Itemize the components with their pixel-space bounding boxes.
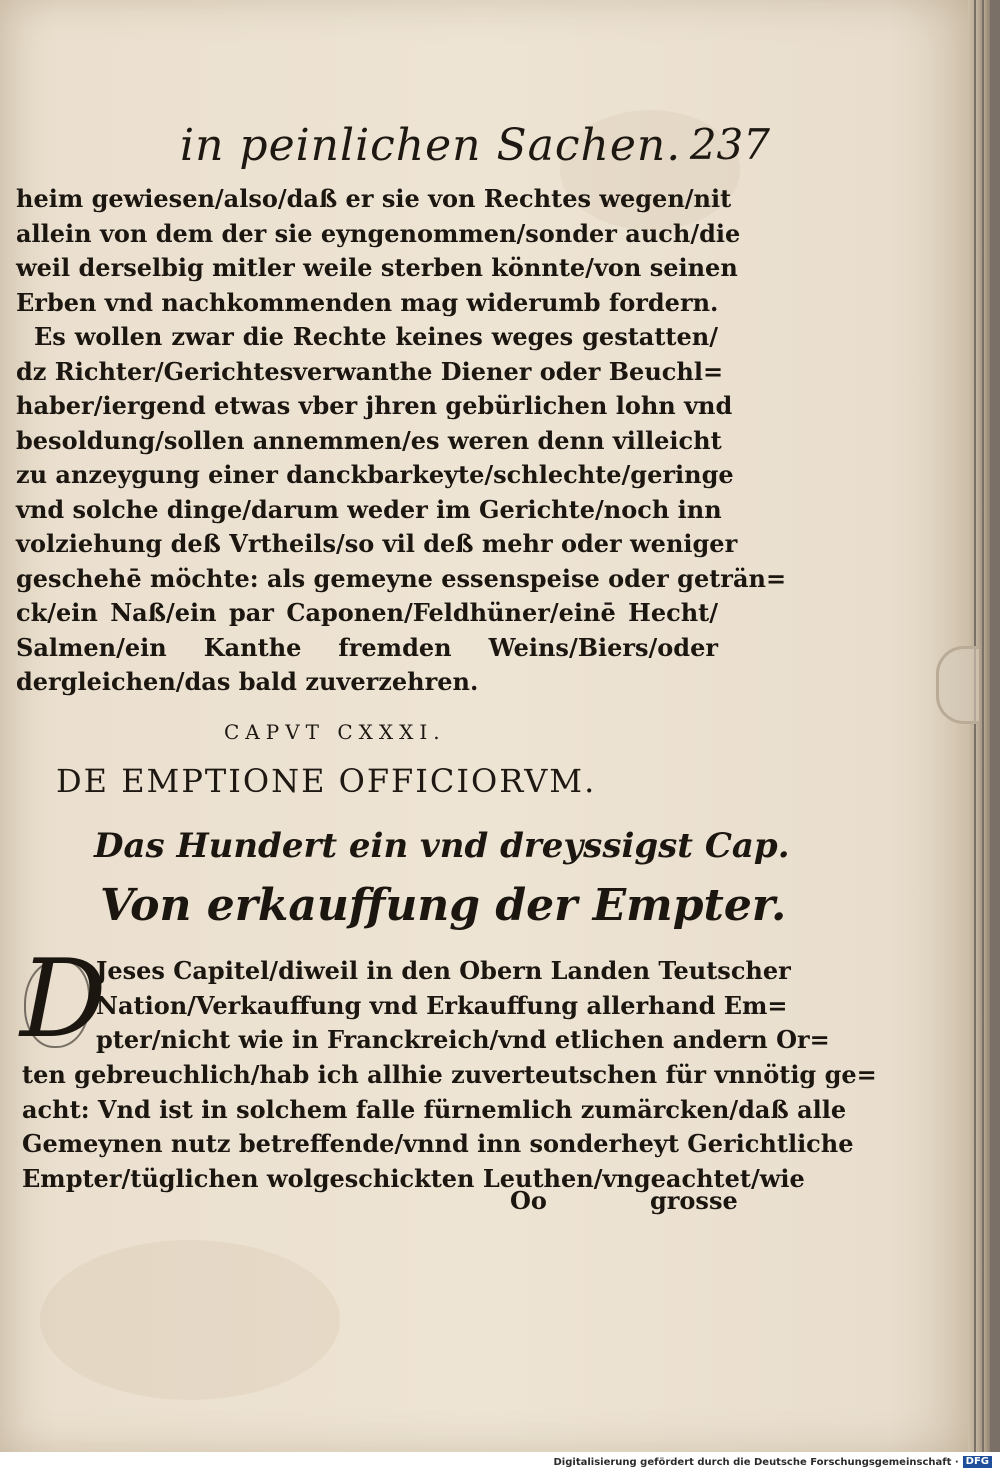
text-line: weil derselbig mitler weile sterben könnte/von seinen	[16, 253, 738, 282]
page-edge	[976, 0, 982, 1452]
text-line: Salmen/ein Kanthe fremden Weins/Biers/oder	[16, 632, 718, 662]
text-line: vnd solche dinge/darum weder im Gerichte/noch inn	[16, 494, 722, 524]
page-edge	[984, 0, 990, 1452]
text-line: zu anzeygung einer danckbarkeyte/schlechte/geringe	[16, 460, 734, 489]
catchword: grosse	[650, 1186, 738, 1215]
text-line: Nation/Verkauffung vnd Erkauffung allerhand Em=	[96, 990, 788, 1020]
text-line: besoldung/sollen annemmen/es weren denn villeicht	[16, 425, 722, 455]
top-paragraph	[16, 182, 787, 700]
text-line: Empter/tüglichen wolgeschickten Leuthen/vngeachtet/wie	[22, 1163, 805, 1193]
digitization-credit	[554, 1455, 993, 1469]
text-line: dergleichen/das bald zuverzehren.	[16, 667, 479, 696]
latin-chapter-title: DE EMPTIONE OFFICIORVM.	[56, 762, 597, 800]
text-line: geschehē möchte: als gemeyne essenspeise oder geträn=	[16, 563, 787, 593]
decorated-initial: D	[20, 937, 107, 1062]
paper-stain	[40, 1240, 340, 1400]
body-paragraph	[22, 1058, 877, 1196]
signature-mark: Oo	[510, 1186, 547, 1215]
text-line: volziehung deß Vrtheils/so vil deß mehr oder weniger	[16, 529, 738, 558]
text-line: haber/iergend etwas vber jhren gebürlichen lohn vnd	[16, 391, 733, 420]
text-line: pter/nicht wie in Franckreich/vnd etlichen andern Or=	[96, 1025, 830, 1054]
running-header	[180, 120, 770, 180]
text-line: Jeses Capitel/diweil in den Obern Landen Teutscher	[96, 956, 791, 985]
page-number: 237	[689, 120, 770, 169]
text-line: heim gewiesen/also/daß er sie von Rechtes wegen/nit	[16, 184, 732, 213]
caput-number: CAPVT CXXXI.	[224, 720, 446, 744]
text-line: Gemeynen nutz betreffende/vnnd inn sonderheyt Gerichtliche	[22, 1129, 854, 1158]
credit-text: Digitalisierung gefördert durch die Deutsche Forschungsgemeinschaft ·	[553, 1456, 959, 1468]
text-line: ten gebreuchlich/hab ich allhie zuverteutschen für vnnötig ge=	[22, 1060, 877, 1089]
text-line: allein von dem der sie eyngenommen/sonder auch/die	[16, 218, 741, 248]
german-chapter-heading: Das Hundert ein vnd dreyssigst Cap.	[94, 826, 790, 866]
text-line: Erben vnd nachkommenden mag widerumb fordern.	[16, 287, 719, 317]
text-line: acht: Vnd ist in solchem falle fürnemlich zumärcken/daß alle	[22, 1094, 847, 1124]
page-edge	[968, 0, 974, 1452]
text-line: ck/ein Naß/ein par Caponen/Feldhüner/einē Hecht/	[16, 598, 718, 627]
text-line: dz Richter/Gerichtesverwanthe Diener oder Beuchl=	[16, 356, 724, 386]
body-paragraph-head	[96, 954, 830, 1058]
dfg-logo: DFG	[963, 1456, 992, 1468]
running-title: in peinlichen Sachen.	[180, 120, 682, 171]
text-line: Es wollen zwar die Rechte keines weges gestatten/	[34, 322, 718, 351]
german-chapter-title: Von erkauffung der Empter.	[100, 880, 787, 931]
book-clasp	[936, 646, 979, 724]
